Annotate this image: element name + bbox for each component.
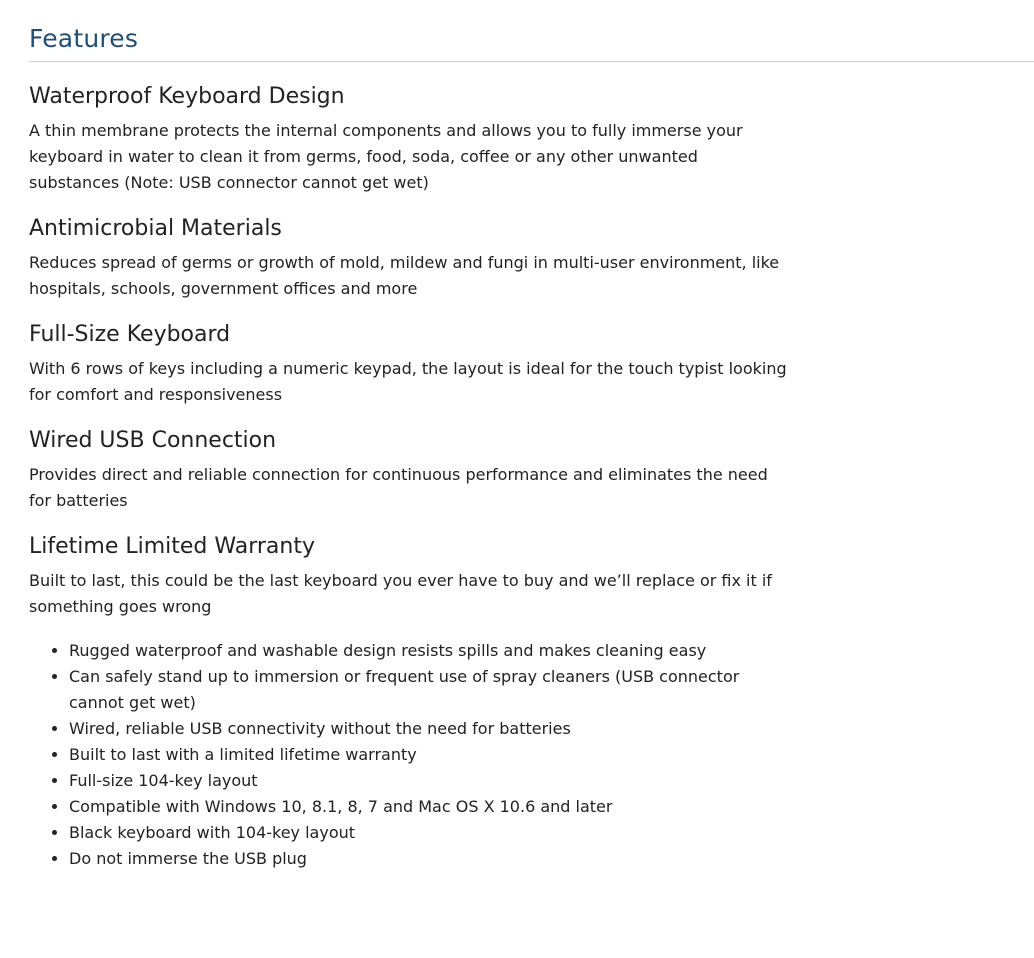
bullet-item: • Do not immerse the USB plug	[69, 846, 789, 872]
feature-heading: Waterproof Keyboard Design	[29, 84, 345, 109]
section-divider	[29, 61, 1034, 62]
bullet-item: • Compatible with Windows 10, 8.1, 8, 7 and Mac OS X 10.6 and later	[69, 794, 789, 820]
features-content	[29, 80, 789, 872]
feature-heading: Wired USB Connection	[29, 428, 277, 453]
feature-description: Provides direct and reliable connection for continuous performance and eliminates the need for batteries	[29, 465, 768, 510]
feature-bullet-list	[29, 638, 789, 872]
feature-warranty	[29, 530, 789, 620]
bullet-item: • Can safely stand up to immersion or frequent use of spray cleaners (USB connector cannot get wet)	[69, 664, 789, 716]
feature-description: A thin membrane protects the internal components and allows you to fully immerse your keyboard in water to clean it from germs, food, soda, coffee or any other unwanted substances (Note: USB connector cannot get wet)	[29, 121, 743, 192]
feature-heading: Lifetime Limited Warranty	[29, 534, 315, 559]
feature-description: With 6 rows of keys including a numeric keypad, the layout is ideal for the touch typist looking for comfort and responsiveness	[29, 359, 787, 404]
feature-heading: Full-Size Keyboard	[29, 322, 231, 347]
feature-waterproof	[29, 80, 789, 196]
feature-wired-usb	[29, 424, 789, 514]
bullet-item: • Black keyboard with 104-key layout	[69, 820, 789, 846]
bullet-item: • Full-size 104-key layout	[69, 768, 789, 794]
section-title: Features	[29, 24, 139, 53]
feature-description: Reduces spread of germs or growth of mold, mildew and fungi in multi-user environment, like hospitals, schools, government offices and more	[29, 253, 780, 298]
feature-description: Built to last, this could be the last keyboard you ever have to buy and we’ll replace or fix it if something goes wrong	[29, 571, 772, 616]
feature-heading: Antimicrobial Materials	[29, 216, 282, 241]
bullet-item: • Rugged waterproof and washable design resists spills and makes cleaning easy	[69, 638, 789, 664]
feature-full-size	[29, 318, 789, 408]
feature-antimicrobial	[29, 212, 789, 302]
bullet-item: • Wired, reliable USB connectivity without the need for batteries	[69, 716, 789, 742]
bullet-item: • Built to last with a limited lifetime warranty	[69, 742, 789, 768]
